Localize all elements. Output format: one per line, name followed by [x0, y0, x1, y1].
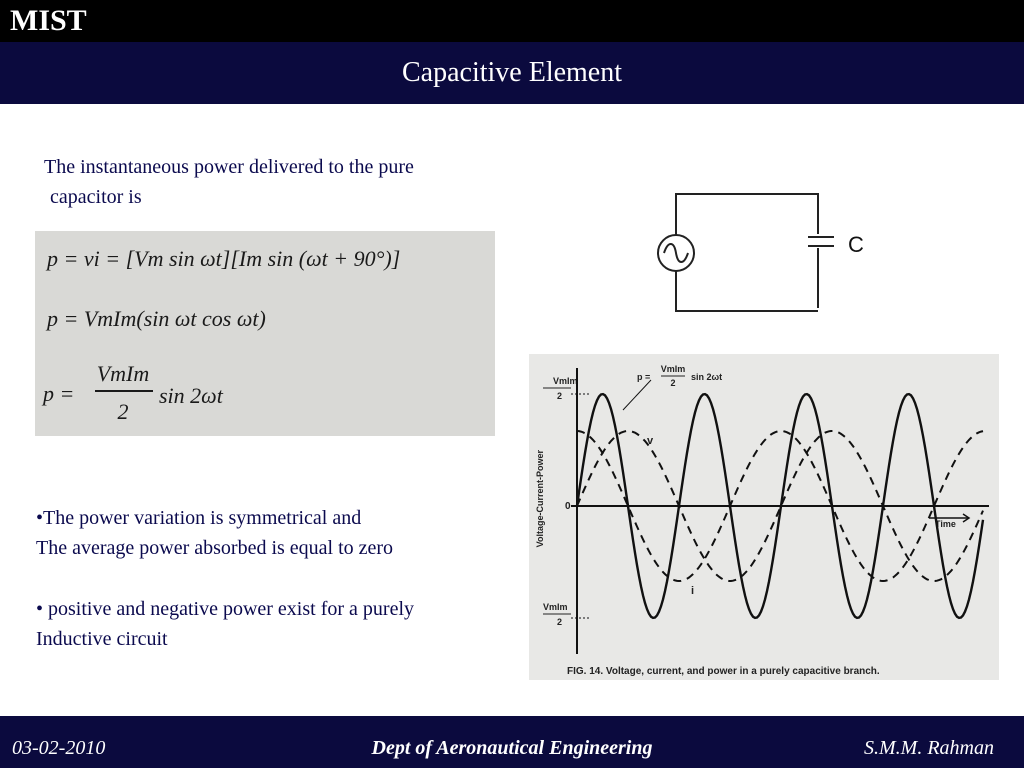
- footer-date: 03-02-2010: [12, 737, 106, 759]
- power-pointer: [623, 380, 651, 410]
- footer-department: Dept of Aeronautical Engineering: [371, 737, 653, 759]
- slide-title: Capacitive Element: [401, 57, 623, 88]
- bullet-2-line-2: Inductive circuit: [36, 628, 168, 650]
- circuit-wire-bottom: [676, 270, 818, 311]
- intro-text: [44, 152, 534, 212]
- footer-bar: [0, 716, 1024, 768]
- power-formula-numerator: VmIm: [660, 364, 686, 374]
- bottom-label-denominator: 2: [557, 617, 563, 627]
- power-formula-rhs: sin 2ωt: [691, 372, 723, 382]
- org-name: MIST: [10, 4, 87, 37]
- ac-source-icon: [658, 235, 694, 271]
- waveform-svg: [529, 354, 999, 680]
- current-label: i: [691, 585, 695, 597]
- top-label-denominator: 2: [557, 391, 563, 401]
- equation-3-numerator: VmIm: [96, 361, 150, 386]
- equations-svg: [35, 231, 495, 436]
- top-label-numerator: VmIm: [553, 376, 578, 386]
- power-formula-lhs: p =: [637, 372, 651, 382]
- equation-image: [35, 231, 495, 436]
- intro-line-1: The instantaneous power delivered to the pure: [44, 156, 414, 178]
- top-bar: [0, 0, 1024, 42]
- circuit-diagram: [650, 188, 880, 318]
- figure-caption: FIG. 14. Voltage, current, and power in a purely capacitive branch.: [567, 666, 880, 677]
- equation-3-rhs: sin 2ωt: [159, 383, 223, 408]
- zero-label: 0: [565, 501, 571, 512]
- equation-3-lhs: p =: [43, 381, 75, 406]
- bullet-1-line-2: The average power absorbed is equal to zero: [36, 537, 394, 559]
- footer-author: S.M.M. Rahman: [864, 737, 994, 759]
- voltage-label: v: [647, 435, 654, 447]
- y-axis-label: Voltage-Current-Power: [535, 450, 545, 548]
- x-axis-label: Time: [935, 519, 956, 529]
- waveform-figure: [529, 354, 999, 680]
- equation-3-denominator: 2: [117, 399, 129, 424]
- bullet-1-line-1: •The power variation is symmetrical and: [36, 507, 362, 529]
- equation-2: p = VmIm(sin ωt cos ωt): [47, 306, 266, 331]
- circuit-wire-top: [676, 194, 818, 236]
- intro-line-2: capacitor is: [50, 186, 142, 208]
- bullet-list: [36, 503, 536, 654]
- capacitor-label: C: [848, 232, 864, 257]
- bullet-2-line-1: • positive and negative power exist for a purely: [36, 598, 414, 620]
- bottom-label-numerator: VmIm: [543, 602, 568, 612]
- title-bar: [0, 42, 1024, 104]
- power-formula-denominator: 2: [670, 378, 676, 388]
- equation-1: p = vi = [Vm sin ωt][Im sin (ωt + 90°)]: [47, 246, 401, 271]
